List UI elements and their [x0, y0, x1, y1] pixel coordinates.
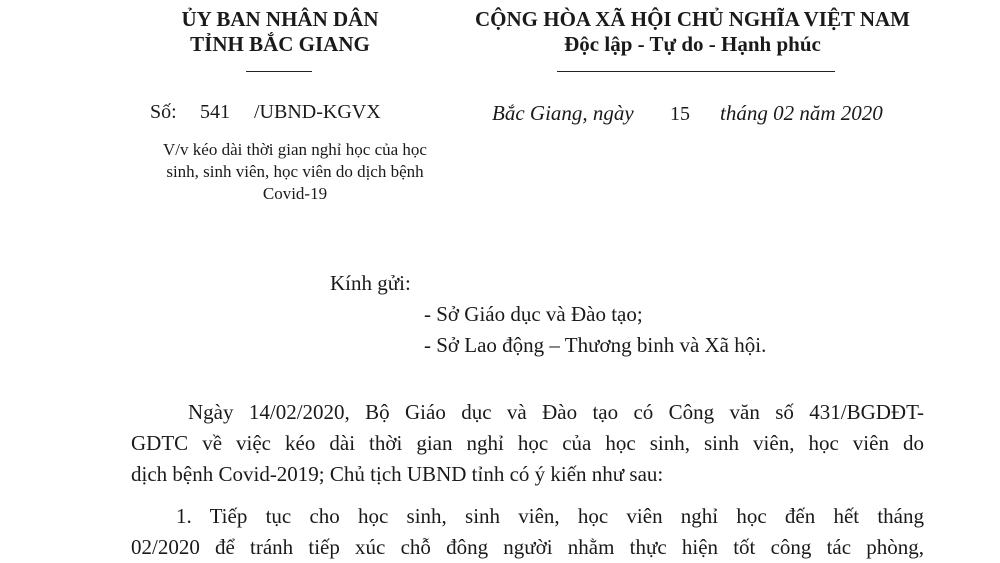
- subject-line-2: sinh, sinh viên, học viên do dịch bệnh: [166, 162, 424, 181]
- body-para1-line2: GDTC về việc kéo dài thời gian nghỉ học của học sinh, sinh viên, học viên do: [131, 431, 924, 455]
- body-para2-line2: 02/2020 để tránh tiếp xúc chỗ đông người nhằm thực hiện tốt công tác phòng,: [131, 535, 924, 559]
- org-name-line1: ỦY BAN NHÂN DÂN: [181, 7, 379, 31]
- body-para1-line3: dịch bệnh Covid-2019; Chủ tịch UBND tỉnh có ý kiến như sau:: [131, 462, 664, 486]
- subject-line-3: Covid-19: [262, 184, 328, 203]
- body-para2-line1: 1. Tiếp tục cho học sinh, sinh viên, học viên nghỉ học đến hết tháng: [176, 504, 924, 528]
- subject-line-1: V/v kéo dài thời gian nghỉ học của học: [163, 140, 427, 159]
- recipients-label: Kính gửi:: [330, 271, 411, 295]
- national-title: CỘNG HÒA XÃ HỘI CHỦ NGHĨA VIỆT NAM: [474, 7, 911, 31]
- recipient-item: - Sở Giáo dục và Đào tạo;: [424, 302, 643, 326]
- date-place: Bắc Giang, ngày: [492, 101, 634, 125]
- date-rest: tháng 02 năm 2020: [720, 101, 883, 125]
- recipient-item: - Sở Lao động – Thương binh và Xã hội.: [424, 333, 767, 357]
- doc-number: 541: [200, 101, 230, 123]
- doc-number-suffix: /UBND-KGVX: [254, 101, 381, 123]
- motto-underline: [557, 71, 835, 72]
- date-day: 15: [670, 103, 690, 125]
- org-name-line2: TỈNH BẮC GIANG: [190, 32, 370, 56]
- org-underline: [246, 71, 312, 72]
- body-para1-line1: Ngày 14/02/2020, Bộ Giáo dục và Đào tạo có Công văn số 431/BGDĐT-: [188, 400, 924, 424]
- doc-number-label: Số:: [150, 101, 177, 123]
- national-motto: Độc lập - Tự do - Hạnh phúc: [564, 32, 821, 56]
